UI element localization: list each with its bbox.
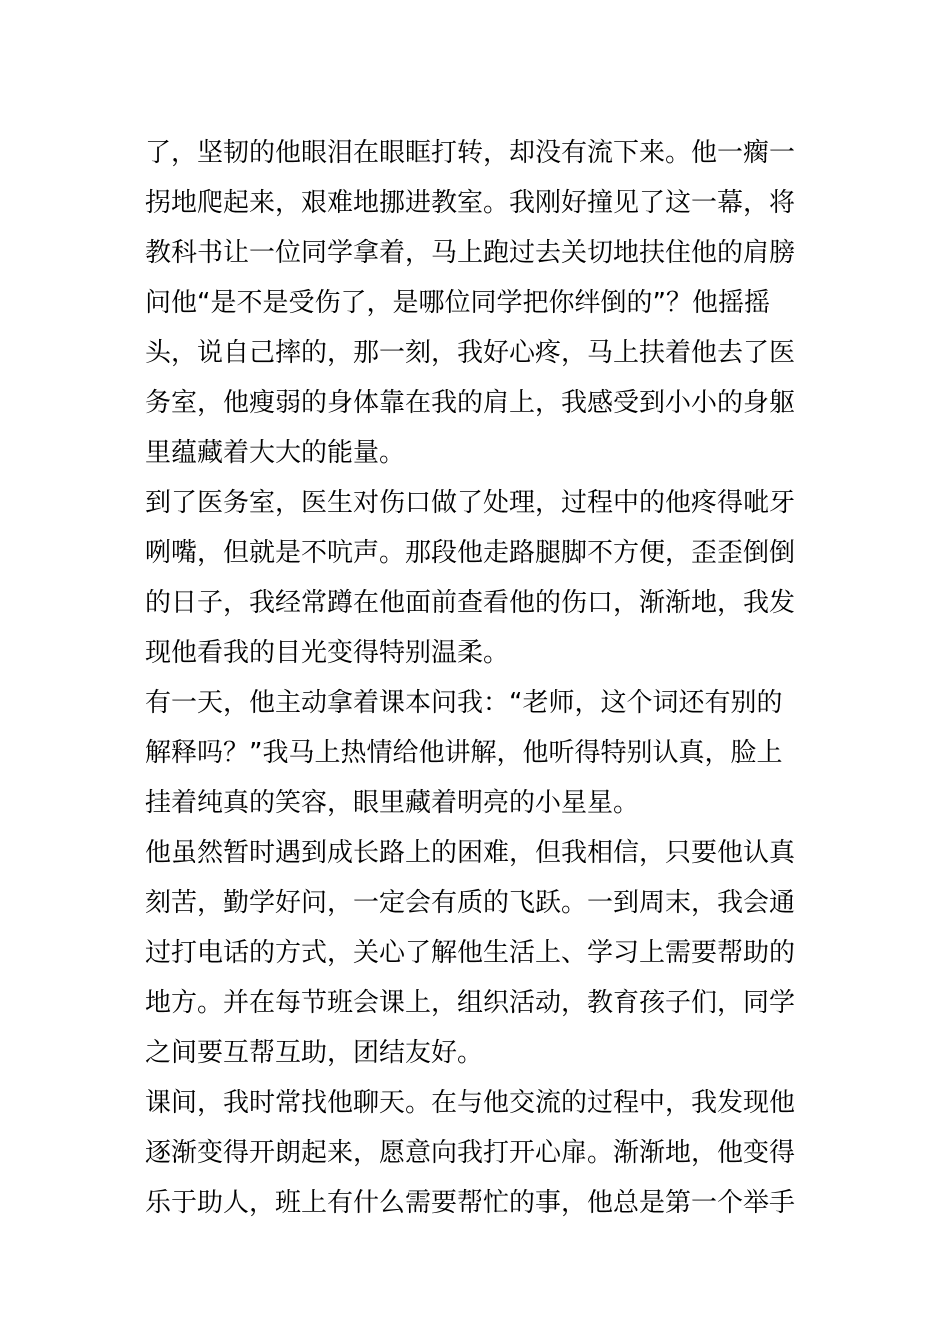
text-line: 了，坚韧的他眼泪在眼眶打转，却没有流下来。他一瘸一 [145, 138, 796, 168]
text-line: 地方。并在每节班会课上，组织活动，教育孩子们，同学 [145, 988, 796, 1018]
text-line: 刻苦，勤学好问，一定会有质的飞跃。一到周末，我会通 [145, 888, 796, 918]
document-body-text [145, 128, 815, 1228]
text-line: 逐渐变得开朗起来，愿意向我打开心扉。渐渐地，他变得 [145, 1138, 796, 1168]
text-line: 拐地爬起来，艰难地挪进教室。我刚好撞见了这一幕，将 [145, 188, 796, 218]
text-line: 里蕴藏着大大的能量。 [145, 438, 406, 468]
text-line: 咧嘴，但就是不吭声。那段他走路腿脚不方便，歪歪倒倒 [145, 538, 796, 568]
text-line: 务室，他瘦弱的身体靠在我的肩上，我感受到小小的身躯 [145, 388, 796, 418]
text-line: 乐于助人，班上有什么需要帮忙的事，他总是第一个举手 [145, 1188, 796, 1218]
text-line: 头，说自己摔的，那一刻，我好心疼，马上扶着他去了医 [145, 338, 796, 368]
text-line: 问他“是不是受伤了，是哪位同学把你绊倒的”？他摇摇 [145, 288, 770, 318]
text-line: 现他看我的目光变得特别温柔。 [145, 638, 510, 668]
text-line: 过打电话的方式，关心了解他生活上、学习上需要帮助的 [145, 938, 796, 968]
text-line: 他虽然暂时遇到成长路上的困难，但我相信，只要他认真 [145, 838, 796, 868]
text-line: 有一天，他主动拿着课本问我：“老师，这个词还有别的 [145, 688, 783, 718]
text-line: 教科书让一位同学拿着，马上跑过去关切地扶住他的肩膀 [145, 238, 796, 268]
text-line: 解释吗？”我马上热情给他讲解，他听得特别认真，脸上 [145, 738, 783, 768]
text-line: 课间，我时常找他聊天。在与他交流的过程中，我发现他 [145, 1088, 796, 1118]
text-line: 的日子，我经常蹲在他面前查看他的伤口，渐渐地，我发 [145, 588, 796, 618]
text-line: 之间要互帮互助，团结友好。 [145, 1038, 484, 1068]
text-line: 到了医务室，医生对伤口做了处理，过程中的他疼得呲牙 [145, 488, 796, 518]
text-line: 挂着纯真的笑容，眼里藏着明亮的小星星。 [145, 788, 640, 818]
